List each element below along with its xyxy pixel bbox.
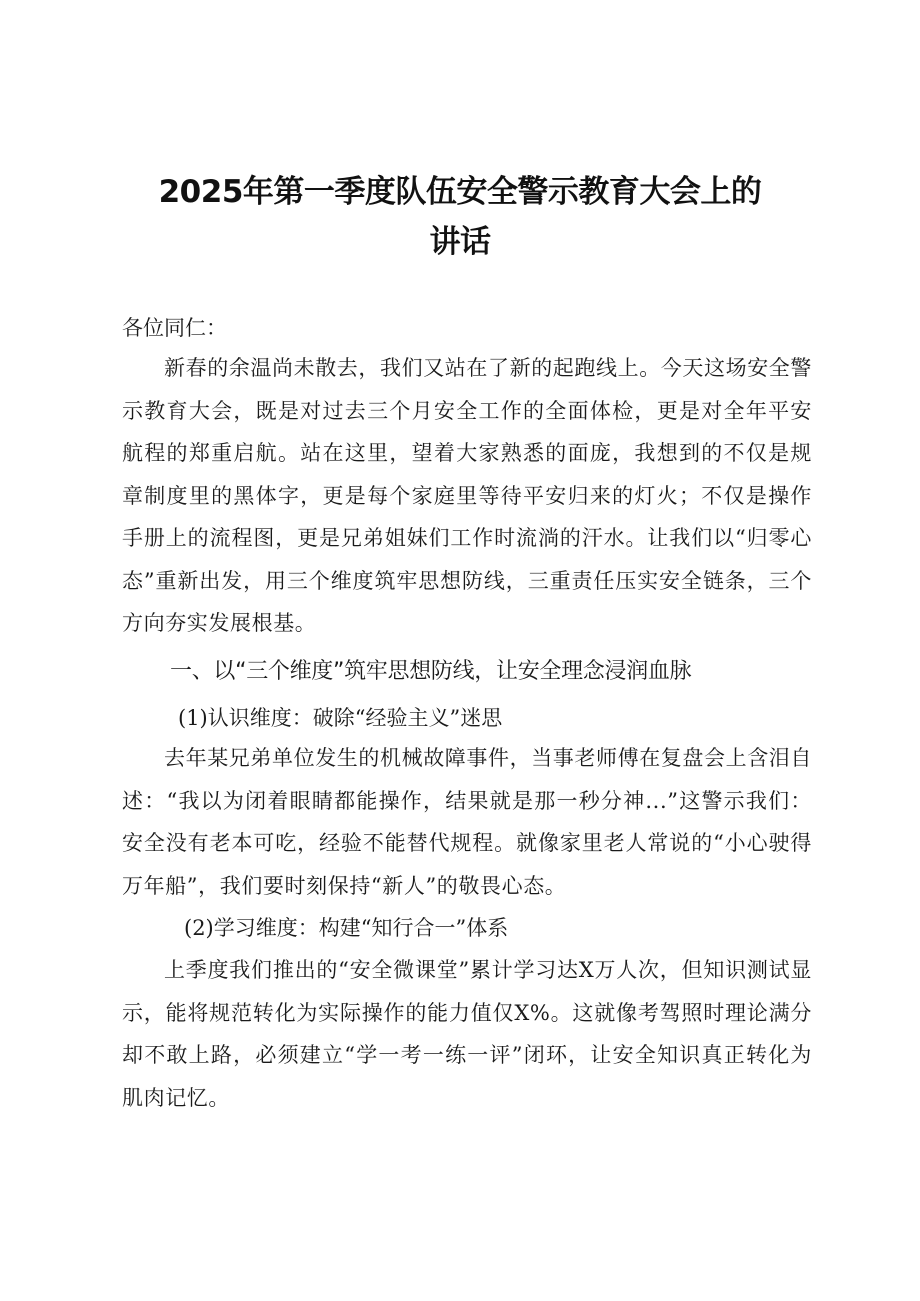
document-title-line-1: 2025年第一季度队伍安全警示教育大会上的 — [158, 174, 762, 210]
salutation: 各位同仁： — [122, 316, 227, 340]
subheading-learning: (2)学习维度：构建“知行合一”体系 — [184, 916, 509, 940]
subheading-cognition: (1)认识维度：破除“经验主义”迷思 — [178, 706, 503, 730]
paragraph-cognition: 去年某兄弟单位发生的机械故障事件，当事老师傅在复盘会上含泪自述：“我以为闭着眼睛都能操作，结果就是那一秒分神...”这警示我们：安全没有老本可吃，经验不能替代规程。就像家里老人常说的“小心驶得万年船”，我们要时刻保持“新人”的敬畏心态。 — [122, 746, 812, 898]
document-title-line-2: 讲话 — [429, 224, 491, 260]
opening-paragraph: 新春的余温尚未散去，我们又站在了新的起跑线上。今天这场安全警示教育大会，既是对过去三个月安全工作的全面体检，更是对全年平安航程的郑重启航。站在这里，望着大家熟悉的面庞，我想到的不仅是规章制度里的黑体字，更是每个家庭里等待平安归来的灯火；不仅是操作手册上的流程图，更是兄弟姐妹们工作时流淌的汗水。让我们以“归零心态”重新出发，用三个维度筑牢思想防线，三重责任压实安全链条，三个方向夯实发展根基。 — [122, 356, 812, 635]
section-heading-1: 一、以“三个维度”筑牢思想防线，让安全理念浸润血脉 — [170, 659, 692, 684]
paragraph-learning: 上季度我们推出的“安全微课堂”累计学习达X万人次，但知识测试显示，能将规范转化为实际操作的能力值仅X%。这就像考驾照时理论满分却不敢上路，必须建立“学一考一练一评”闭环，让安全知识真正转化为肌肉记忆。 — [122, 958, 812, 1110]
